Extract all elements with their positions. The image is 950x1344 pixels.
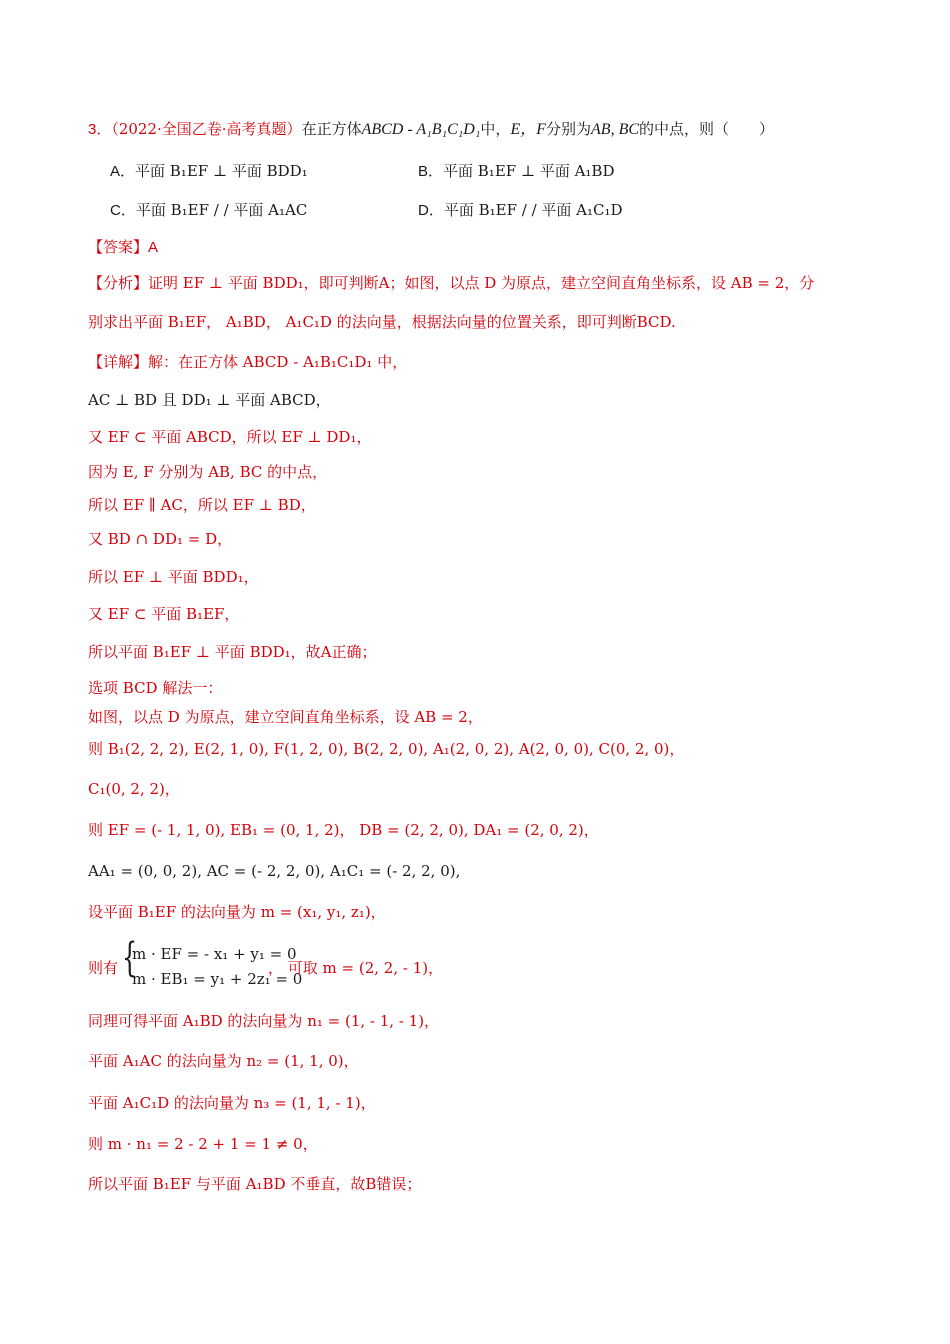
analysis-line-1 [88,272,814,294]
system-prefix: 则有 [88,959,119,977]
detail-line: AA₁ = (0, 0, 2), AC = (- 2, 2, 0), A₁C₁ = (- 2, 2, 0), [88,862,461,880]
detail-line: 所以 EF ⊥ 平面 BDD₁， [88,568,259,586]
detail-line: 所以平面 B₁EF ⊥ 平面 BDD₁，故A正确； [88,643,377,661]
option-b[interactable] [418,160,614,183]
detail-line: 平面 A₁AC 的法向量为 n₂ = (1, 1, 0)， [88,1052,359,1070]
option-d-label: D． [418,202,444,219]
detail-line: 选项 BCD 解法一： [88,679,223,697]
option-b-label: B． [418,163,444,180]
detail-line: 则 m · n₁ = 2 - 2 + 1 = 1 ≠ 0， [88,1135,318,1153]
option-c-text: 平面 B₁EF / / 平面 A₁AC [135,201,308,219]
question-source: （2022·全国乙卷·高考真题） [111,120,302,138]
system-brace: { [122,935,138,981]
detail-line: C₁(0, 2, 2)， [88,780,180,798]
detail-line: AC ⊥ BD 且 DD₁ ⊥ 平面 ABCD， [88,391,331,409]
detail-line: 平面 A₁C₁D 的法向量为 n₃ = (1, 1, - 1)， [88,1094,376,1112]
detail-line: 同理可得平面 A₁BD 的法向量为 n₁ = (1, - 1, - 1)， [88,1012,440,1030]
answer-tag: 【答案】 [88,238,149,256]
system-eq-1: m · EF = - x₁ + y₁ = 0 [132,945,297,963]
detail-line: 如图，以点 D 为原点，建立空间直角坐标系，设 AB = 2， [88,708,483,726]
detail-line: 又 EF ⊂ 平面 B₁EF， [88,605,240,623]
detail-line: 因为 E, F 分别为 AB, BC 的中点， [88,463,328,481]
analysis-text-2: 别求出平面 B₁EF， A₁BD， A₁C₁D 的法向量，根据法向量的位置关系，即可判断BCD. [88,313,676,331]
answer-value: A [148,239,159,256]
option-b-text: 平面 B₁EF ⊥ 平面 A₁BD [443,162,615,180]
detail-tag: 【详解】 [88,353,149,371]
system-suffix: ， 可取 m = (2, 2, - 1)， [268,959,444,977]
detail-line: 所以 EF ∥ AC，所以 EF ⊥ BD， [88,496,316,514]
detail-line: 所以平面 B₁EF 与平面 A₁BD 不垂直，故B错误； [88,1175,422,1193]
stem-math-cube: ABCD - A₁B₁C₁D₁ [361,121,481,138]
detail-text-0: 解：在正方体 ABCD - A₁B₁C₁D₁ 中， [148,353,408,371]
stem-text-a: 在正方体 [301,120,362,138]
detail-line: 则 EF = (- 1, 1, 0), EB₁ = (0, 1, 2)， DB = (2, 2, 0), DA₁ = (2, 0, 2)， [88,821,599,839]
analysis-line-2 [88,311,676,333]
analysis-text-1: 证明 EF ⊥ 平面 BDD₁，即可判断A；如图，以点 D 为原点，建立空间直角坐标系，设 AB = 2，分 [148,274,815,292]
stem-math-ab-bc: AB, BC [591,121,640,138]
option-d[interactable] [418,199,623,222]
stem-math-ef: E，F [510,121,546,138]
option-d-text: 平面 B₁EF / / 平面 A₁C₁D [443,201,623,219]
detail-line: 又 BD ∩ DD₁ = D， [88,530,233,548]
detail-line: 则 B₁(2, 2, 2), E(2, 1, 0), F(1, 2, 0), B(2, 2, 0), A₁(2, 0, 2), A(2, 0, 0), C(0, 2, 0)， [88,740,685,758]
analysis-tag: 【分析】 [88,274,149,292]
option-a[interactable] [110,160,308,183]
answer-line [88,236,158,259]
stem-text-b: 中， [480,120,511,138]
option-c-label: C． [110,202,136,219]
question-stem [88,118,774,141]
stem-text-c: 分别为 [546,120,592,138]
option-c[interactable] [110,199,307,222]
system-eq-2: m · EB₁ = y₁ + 2z₁ = 0 [132,970,303,988]
stem-text-d: 的中点，则（ ） [639,120,775,138]
detail-line: 设平面 B₁EF 的法向量为 m = (x₁, y₁, z₁)， [88,903,386,921]
option-a-text: 平面 B₁EF ⊥ 平面 BDD₁ [135,162,308,180]
detail-line: 又 EF ⊂ 平面 ABCD，所以 EF ⊥ DD₁， [88,428,372,446]
option-a-label: A． [110,163,136,180]
detail-line-0 [88,351,407,373]
question-number: 3． [88,121,112,138]
